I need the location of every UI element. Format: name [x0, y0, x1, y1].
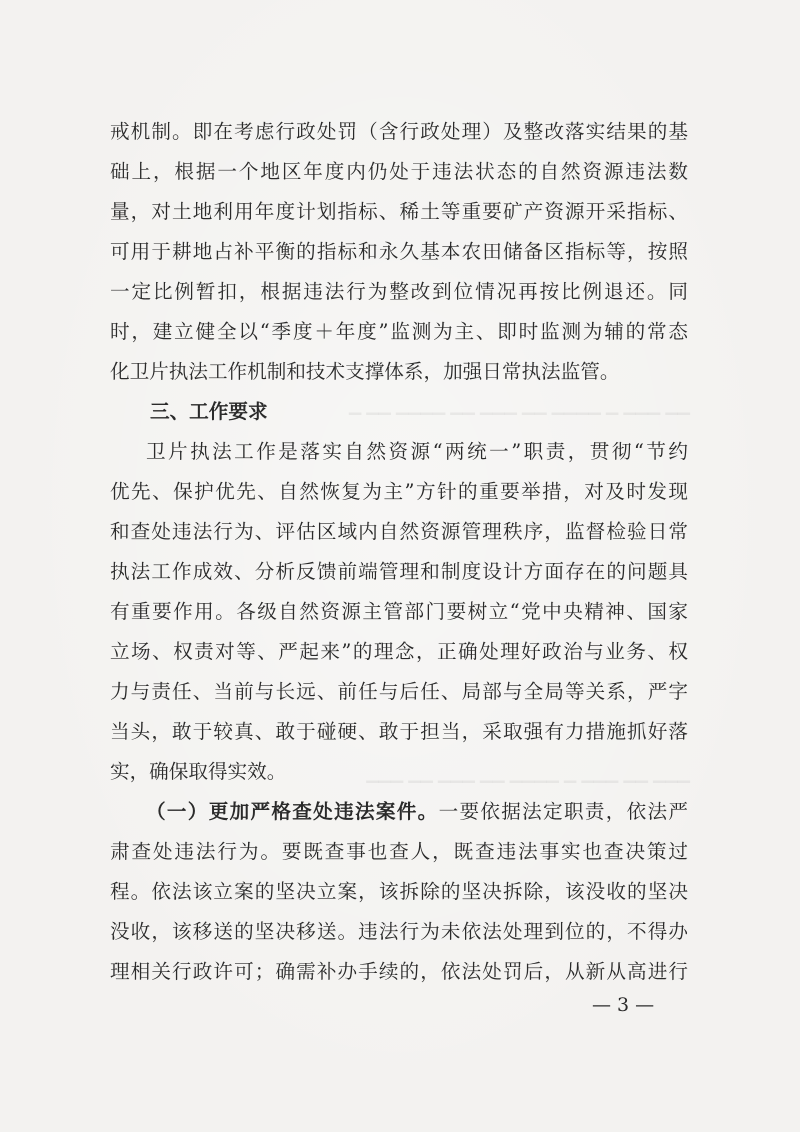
text-line: 肃查处违法行为。要既查事也查人，既查违法事实也查决策过	[110, 840, 688, 863]
text-line: 程。依法该立案的坚决立案，该拆除的坚决拆除，该没收的坚决	[110, 880, 688, 903]
text-line: 一定比例暂扣，根据违法行为整改到位情况再按比例退还。同	[110, 280, 688, 303]
sub-heading: （一）更加严格查处违法案件。	[146, 800, 439, 823]
page-number: — 3 —	[592, 994, 655, 1016]
text-line: 和查处违法行为、评估区域内自然资源管理秩序，监督检验日常	[110, 520, 688, 543]
text-line: 卫片执法工作是落实自然资源“两统一”职责，贯彻“节约	[146, 440, 688, 463]
text-line	[146, 796, 688, 828]
bleed-through-texture: ▁▁▁ ▁▁ ▁▁▁ ▁ ▁▁▁▁ ▁▁ ▁▁▁ ▁▁ ▁▁▁	[366, 764, 690, 783]
text-line: 当头，敢于较真、敢于碰硬、敢于担当，采取强有力措施抓好落	[110, 720, 688, 743]
text-span: 一要依据法定职责，依法严	[438, 800, 689, 823]
section-heading: 三、工作要求	[150, 400, 268, 423]
text-line: 立场、权责对等、严起来”的理念，正确处理好政治与业务、权	[110, 640, 688, 663]
text-line: 理相关行政许可；确需补办手续的，依法处罚后，从新从高进行	[110, 960, 688, 983]
text-line: 优先、保护优先、自然恢复为主”方针的重要举措，对及时发现	[110, 480, 688, 503]
text-line: 可用于耕地占补平衡的指标和永久基本农田储备区指标等，按照	[110, 240, 688, 263]
bleed-through-texture: ▁▁ ▁▁▁ ▁ ▁▁▁▁ ▁▁ ▁▁▁ ▁▁ ▁▁▁▁ ▁▁ ▁	[348, 396, 690, 415]
text-line: 戒机制。即在考虑行政处罚（含行政处理）及整改落实结果的基	[110, 120, 688, 143]
text-line: 执法工作成效、分析反馈前端管理和制度设计方面存在的问题具	[110, 560, 688, 583]
text-line: 有重要作用。各级自然资源主管部门要树立“党中央精神、国家	[110, 600, 688, 623]
text-line: 力与责任、当前与长远、前任与后任、局部与全局等关系，严字	[110, 680, 688, 703]
text-line: 时，建立健全以“季度＋年度”监测为主、即时监测为辅的常态	[110, 320, 688, 343]
text-line: 没收，该移送的坚决移送。违法行为未依法处理到位的，不得办	[110, 920, 688, 943]
text-line: 化卫片执法工作机制和技术支撑体系，加强日常执法监管。	[110, 360, 620, 383]
text-line: 实，确保取得实效。	[110, 760, 287, 783]
text-line: 量，对土地利用年度计划指标、稀土等重要矿产资源开采指标、	[110, 200, 688, 223]
text-line: 础上，根据一个地区年度内仍处于违法状态的自然资源违法数	[110, 160, 688, 183]
